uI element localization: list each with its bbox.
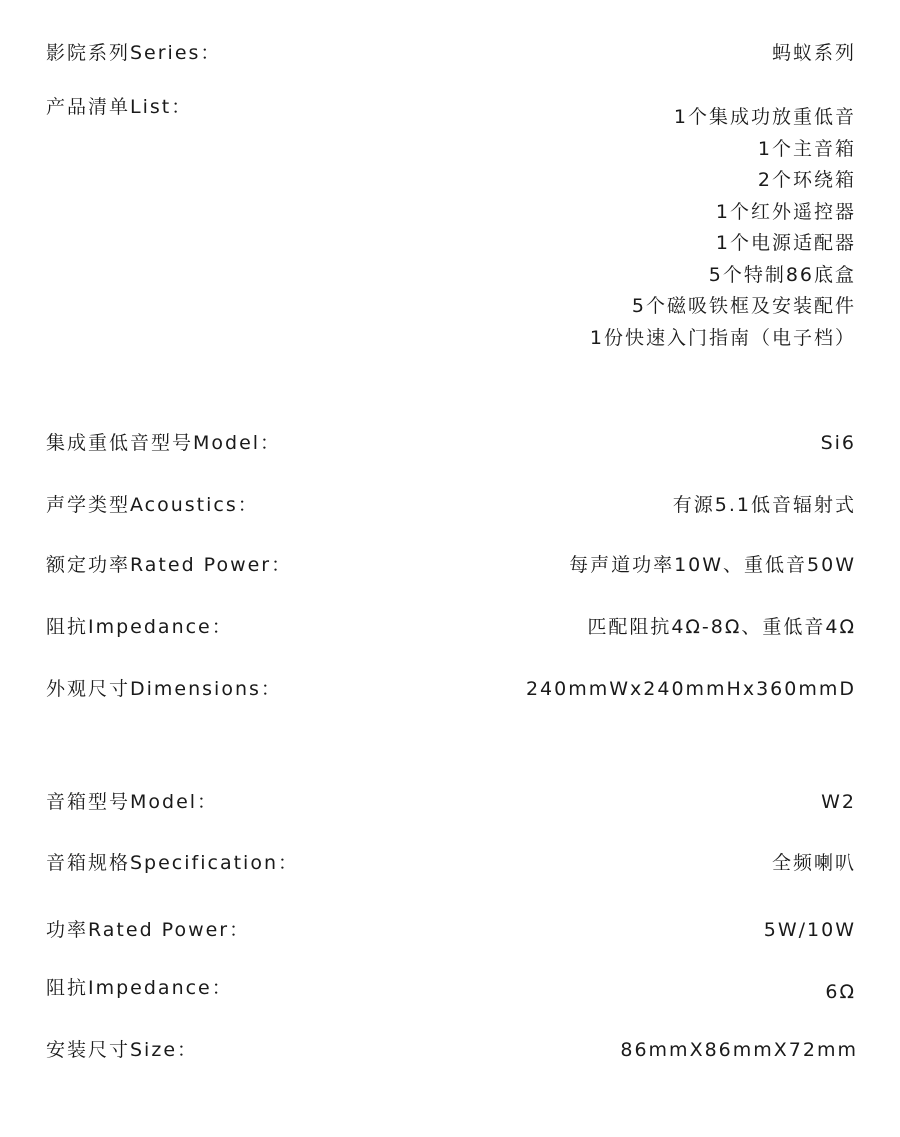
spec-row-speaker-impedance [46, 973, 856, 1003]
subwoofer-impedance-label: 阻抗Impedance： [46, 616, 233, 638]
product-list [590, 102, 856, 354]
subwoofer-model-value: Si6 [820, 432, 856, 454]
speaker-model-value: W2 [821, 791, 856, 813]
speaker-rated-power-value: 5W/10W [763, 919, 856, 941]
product-list-item: 1份快速入门指南（电子档） [589, 326, 856, 349]
size-value: 86mmX86mmX72mm [620, 1039, 858, 1061]
product-list-item: 2个环绕箱 [757, 169, 856, 191]
spec-row-subwoofer-impedance [46, 612, 856, 642]
size-label: 安装尺寸Size： [46, 1039, 199, 1061]
product-list-item: 1个集成功放重低音 [673, 106, 856, 128]
product-list-item: 1个主音箱 [757, 137, 856, 160]
speaker-model-label: 音箱型号Model： [46, 791, 219, 813]
dimensions-value: 240mmWx240mmHx360mmD [525, 678, 856, 700]
speaker-impedance-value: 6Ω [825, 981, 856, 1003]
product-list-item: 5个特制86底盒 [708, 263, 856, 286]
spec-row-subwoofer-rated-power [46, 550, 856, 580]
acoustics-value: 有源5.1低音辐射式 [672, 494, 856, 516]
spec-row-dimensions [46, 674, 856, 704]
specification-label: 音箱规格Specification： [46, 852, 299, 874]
speaker-rated-power-label: 功率Rated Power： [46, 919, 251, 941]
subwoofer-rated-power-value: 每声道功率10W、重低音50W [569, 554, 856, 576]
subwoofer-model-label: 集成重低音型号Model： [46, 432, 282, 454]
product-list-item: 1个红外遥控器 [715, 200, 856, 223]
acoustics-label: 声学类型Acoustics： [46, 494, 259, 516]
spec-row-specification [46, 848, 856, 878]
series-label: 影院系列Series： [46, 42, 222, 64]
dimensions-label: 外观尺寸Dimensions： [46, 678, 282, 700]
subwoofer-rated-power-label: 额定功率Rated Power： [46, 554, 293, 576]
product-list-label: 产品清单List： [46, 96, 193, 118]
product-list-item: 5个磁吸铁框及安装配件 [631, 295, 856, 317]
series-value: 蚂蚁系列 [771, 42, 856, 64]
spec-row-subwoofer-model [46, 428, 856, 458]
spec-row-speaker-model [46, 787, 856, 817]
product-list-item: 1个电源适配器 [715, 232, 856, 254]
spec-row-speaker-rated-power [46, 915, 856, 945]
spec-row-size [46, 1035, 856, 1065]
spec-row-series [46, 38, 856, 68]
specification-value: 全频喇叭 [771, 852, 856, 874]
speaker-impedance-label: 阻抗Impedance： [46, 977, 233, 999]
spec-row-acoustics [46, 490, 856, 520]
subwoofer-impedance-value: 匹配阻抗4Ω-8Ω、重低音4Ω [587, 616, 856, 638]
